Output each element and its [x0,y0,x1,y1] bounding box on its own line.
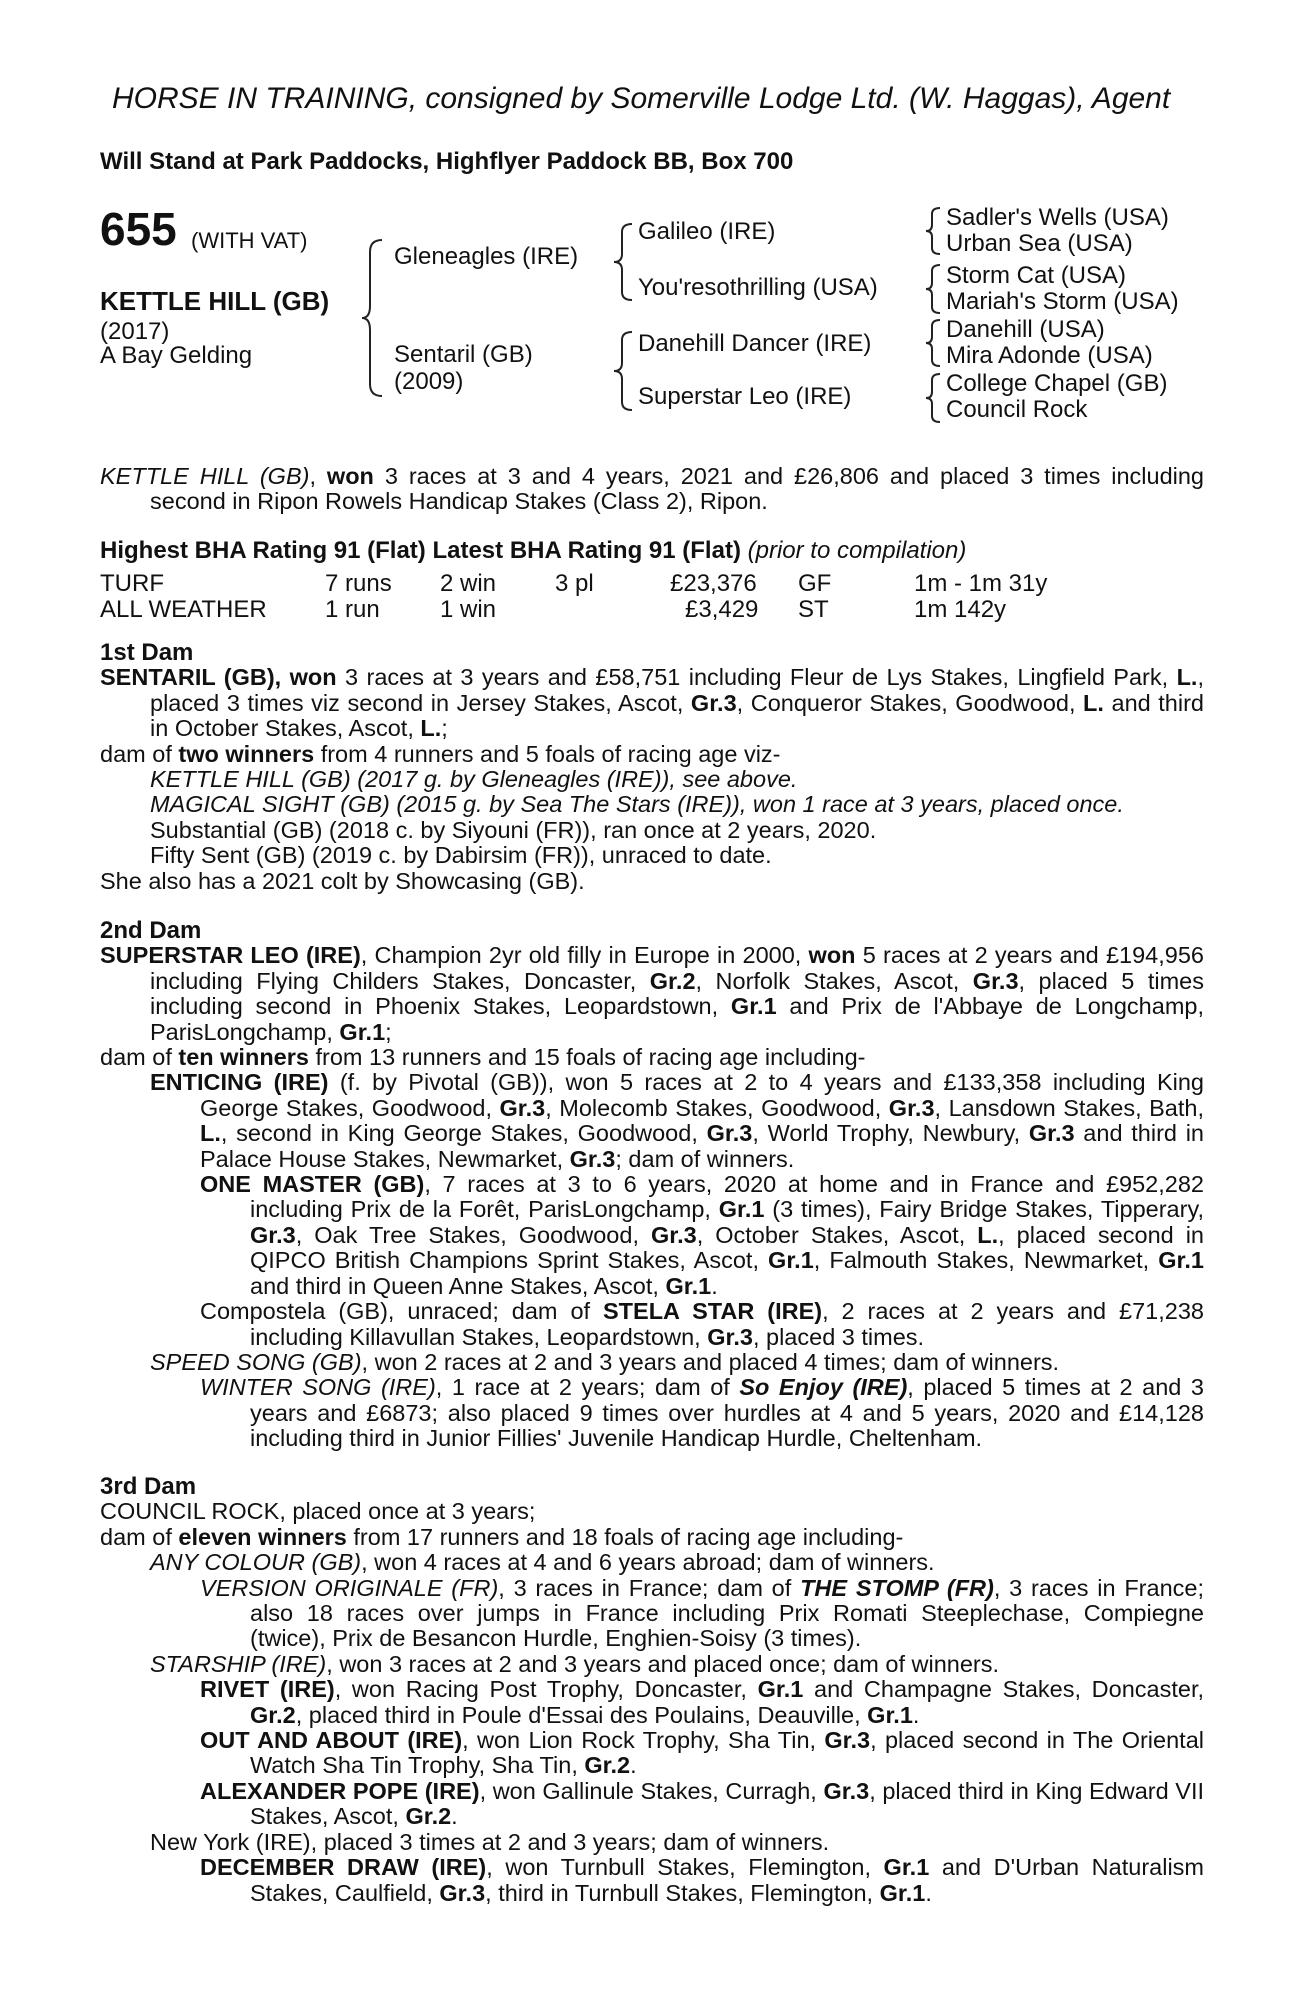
third-dam-record: COUNCIL ROCK, placed once at 3 years; [100,1498,536,1525]
second-dam-produce: dam of ten winners from 13 runners and 15 foals of racing age including- [100,1044,866,1071]
produce-new-york: New York (IRE), placed 3 times at 2 and 3 years; dam of winners. [150,1828,830,1855]
horse-year: (2017) [100,318,170,345]
second-dam-record: SUPERSTAR LEO (IRE), Champion 2yr old filly in Europe in 2000, won 5 races at 2 years and £194,956 including Flying Childers Stakes, Doncaster, Gr.2, Norfolk Stakes, Ascot, Gr.3, placed 5 times including second in Phoenix Stakes, Leopardstown, Gr.1 and Prix de l'Abbaye de Longchamp, ParisLongchamp, Gr.1; [100,942,1204,1045]
race-summary: KETTLE HILL (GB), won 3 races at 3 and 4 years, 2021 and £26,806 and placed 3 times including second in Ripon Rowels Handicap Stakes (Class 2), Ripon. [100,463,1205,515]
ratings-heading: Highest BHA Rating 91 (Flat) Latest BHA Rating 91 (Flat) (prior to compilation) [100,537,967,564]
third-dam-section [100,1474,1204,1906]
pedigree-dam: Sentaril (GB) [394,341,533,368]
second-dam-heading: 2nd Dam [100,917,202,944]
pedigree-bracket-gen3-2 [924,263,944,315]
pedigree-sire: Gleneagles (IRE) [394,243,579,270]
pedigree-sire-sire: Galileo (IRE) [638,218,776,245]
produce-one-master: ONE MASTER (GB), 7 races at 3 to 6 years, 2020 at home and in France and £952,282 including Prix de la Forêt, ParisLongchamp, Gr.1 (3 times), Fairy Bridge Stakes, Tipperary, Gr.3, Oak Tree Stakes, Goodwood, Gr.3, October Stakes, Ascot, L., placed second in QIPCO British Champions Sprint Stakes, Ascot, Gr.1, Falmouth Stakes, Newmarket, Gr.1 and third in Queen Anne Stakes, Ascot, Gr.1. [200,1171,1205,1299]
produce-winter-song: WINTER SONG (IRE), 1 race at 2 years; dam of So Enjoy (IRE), placed 5 times at 2 and 3 years and £6873; also placed 9 times over hurdles at 4 and 5 years, 2020 and £14,128 including third in Junior Fillies' Juvenile Handicap Hurdle, Cheltenham. [200,1374,1204,1452]
vat-note: (WITH VAT) [191,228,308,253]
produce-enticing: ENTICING (IRE) (f. by Pivotal (GB)), won 5 races at 2 to 4 years and £133,358 including King George Stakes, Goodwood, Gr.3, Molecomb Stakes, Goodwood, Gr.3, Lansdown Stakes, Bath, L., second in King George Stakes, Goodwood, Gr.3, World Trophy, Newbury, Gr.3 and third in Palace House Stakes, Newmarket, Gr.3; dam of winners. [150,1069,1204,1172]
foal-magical-sight: MAGICAL SIGHT (GB) (2015 g. by Sea The Stars (IRE)), won 1 race at 3 years, placed once. [150,791,1124,818]
pedigree-bracket-gen3-3 [924,318,944,368]
horse-description: A Bay Gelding [100,342,253,369]
consignor-title: HORSE IN TRAINING, consigned by Somerville Lodge Ltd. (W. Haggas), Agent [112,82,1171,115]
pedigree-gen4-6: Mira Adonde (USA) [946,342,1153,369]
foal-fifty-sent: Fifty Sent (GB) (2019 c. by Dabirsim (FR)), unraced to date. [150,842,772,869]
produce-rivet: RIVET (IRE), won Racing Post Trophy, Doncaster, Gr.1 and Champagne Stakes, Doncaster, Gr.2, placed third in Poule d'Essai des Poulains, Deauville, Gr.1. [200,1676,1205,1728]
first-dam-heading: 1st Dam [100,639,194,666]
produce-december-draw: DECEMBER DRAW (IRE), won Turnbull Stakes, Flemington, Gr.1 and D'Urban Naturalism Stakes, Caulfield, Gr.3, third in Turnbull Stakes, Flemington, Gr.1. [200,1854,1204,1906]
produce-out-and-about: OUT AND ABOUT (IRE), won Lion Rock Trophy, Sha Tin, Gr.3, placed second in The Oriental Watch Sha Tin Trophy, Sha Tin, Gr.2. [200,1727,1204,1779]
catalogue-page: HORSE IN TRAINING, consigned by Somerville Lodge Ltd. (W. Haggas), Agent Will Stand at Park Paddocks, Highflyer Paddock BB, Box 700 655 (WITH VAT) KETTLE HILL (GB) (2017) A Bay Gelding Gleneagles (IRE) Sentaril (GB) (2009) Galileo (IRE) You'resothrilling (USA) Danehill Dancer (IRE) Superstar Leo (IRE) Sadler's Wells (USA) Urban Sea (USA) Storm Cat (USA) Mariah's Storm (USA) Danehill (USA) Mira Adonde (USA) College Chapel (GB) Council Rock KETTLE HILL (GB), won 3 races at 3 and 4 years, 2021 and £26,806 and placed 3 times including second in Ripon Rowels Handicap Stakes (Class 2), Ripon. Highest BHA Rating 91 (Flat) Latest BHA Rating 91 (Flat) (prior to compilation) TURF 7 runs 2 win 3 pl £23,376 GF 1m - 1m 31y ALL WEATHER 1 run 1 win £3,429 ST 1m 142y 1st Dam SENTARIL (GB), won 3 races at 3 years and £58,751 including Fleur de Lys Stakes, Lingfield Park, L., placed 3 times viz second in Jersey Stakes, Ascot, Gr.3, Conqueror Stakes, Goodwood, L. and third in October Stakes, Ascot, L.; dam of two winners from 4 runners and 5 foals of racing age viz- KETTLE HILL (GB) (2017 g. by Gleneagles (IRE)), see above. MAGICAL SIGHT (GB) (2015 g. by Sea The Stars (IRE)), won 1 race at 3 years, placed once. Substantial (GB) (2018 c. by Siyouni (FR)), ran once at 2 years, 2020. Fifty Sent (GB) (2019 c. by Dabirsim (FR)), unraced to date. She also has a 2021 colt by Showcasing (GB). 2nd Dam SUPERSTAR LEO (IRE), Champion 2yr old filly in Europe in 2000, won 5 races at 2 years and £194,956 including Flying Childers Stakes, Doncaster, Gr.2, Norfolk Stakes, Ascot, Gr.3, placed 5 times including second in Phoenix Stakes, Leopardstown, Gr.1 and Prix de l'Abbaye de Longchamp, ParisLongchamp, Gr.1; dam of ten winners from 13 runners and 15 foals of racing age including- ENTICING (IRE) (f. by Pivotal (GB)), won 5 races at 2 to 4 years and £133,358 including King George Stakes, Goodwood, Gr.3, Molecomb Stakes, Goodwood, Gr.3, Lansdown Stakes, Bath, L., second in King George Stakes, Goodwood, Gr.3, World Trophy, Newbury, Gr.3 and third in Palace House Stakes, Newmarket, Gr.3; dam of winners. ONE MASTER (GB), 7 races at 3 to 6 years, 2020 at home and in France and £952,282 including Prix de la Forêt, ParisLongchamp, Gr.1 (3 times), Fairy Bridge Stakes, Tipperary, Gr.3, Oak Tree Stakes, Goodwood, Gr.3, October Stakes, Ascot, L., placed second in QIPCO British Champions Sprint Stakes, Ascot, Gr.1, Falmouth Stakes, Newmarket, Gr.1 and third in Queen Anne Stakes, Ascot, Gr.1. Compostela (GB), unraced; dam of STELA STAR (IRE), 2 races at 2 years and £71,238 including Killavullan Stakes, Leopardstown, Gr.3, placed 3 times. SPEED SONG (GB), won 2 races at 2 and 3 years and placed 4 times; dam of winners. WINTER SONG (IRE), 1 race at 2 years; dam of So Enjoy (IRE), placed 5 times at 2 and 3 years and £6873; also placed 9 times over hurdles at 4 and 5 years, 2020 and £14,128 including third in Junior Fillies' Juvenile Handicap Hurdle, Cheltenham. 3rd Dam COUNCIL ROCK, placed once at 3 years; dam of eleven winners from 17 runners and 18 foals of racing age including- ANY COLOUR (GB), won 4 races at 4 and 6 years abroad; dam of winners. VERSION ORIGINALE (FR), 3 races in France; dam of THE STOMP (FR), 3 races in France; also 18 races over jumps in France including Prix Romati Steeplechase, Compiegne (twice), Prix de Besancon Hurdle, Enghien-Soisy (3 times). STARSHIP (IRE), won 3 races at 2 and 3 years and placed once; dam of winners. RIVET (IRE), won Racing Post Trophy, Doncaster, Gr.1 and Champagne Stakes, Doncaster, Gr.2, placed third in Poule d'Essai des Poulains, Deauville, Gr.1. OUT AND ABOUT (IRE), won Lion Rock Trophy, Sha Tin, Gr.3, placed second in The Oriental Watch Sha Tin Trophy, Sha Tin, Gr.2. ALEXANDER POPE (IRE), won Gallinule Stakes, Curragh, Gr.3, placed third in King Edward VII Stakes, Ascot, Gr.2. New York (IRE), placed 3 times at 2 and 3 years; dam of winners. DECEMBER DRAW (IRE), won Turnbull Stakes, Flemington, Gr.1 and D'Urban Naturalism Stakes, Caulfield, Gr.3, third in Turnbull Stakes, Flemington, Gr.1. [100,82,1205,1906]
first-dam-record: SENTARIL (GB), won 3 races at 3 years and £58,751 including Fleur de Lys Stakes, Lingfield Park, L., placed 3 times viz second in Jersey Stakes, Ascot, Gr.3, Conqueror Stakes, Goodwood, L. and third in October Stakes, Ascot, L.; [100,664,1204,742]
pedigree-bracket-gen3-4 [924,372,944,424]
pedigree-gen4-2: Urban Sea (USA) [946,230,1133,257]
produce-any-colour: ANY COLOUR (GB), won 4 races at 4 and 6 years abroad; dam of winners. [150,1549,935,1576]
produce-version-originale: VERSION ORIGINALE (FR), 3 races in France; dam of THE STOMP (FR), 3 races in France; also 18 races over jumps in France including Prix Romati Steeplechase, Compiegne (twice), Prix de Besancon Hurdle, Enghien-Soisy (3 times). [200,1574,1204,1652]
stand-location: Will Stand at Park Paddocks, Highflyer Paddock BB, Box 700 [100,148,794,175]
third-dam-produce: dam of eleven winners from 17 runners and 18 foals of racing age including- [100,1523,904,1550]
first-dam-produce: dam of two winners from 4 runners and 5 foals of racing age viz- [100,740,781,767]
second-dam-section [100,918,1204,1452]
produce-alexander-pope: ALEXANDER POPE (IRE), won Gallinule Stakes, Curragh, Gr.3, placed third in King Edward VII Stakes, Ascot, Gr.2. [200,1777,1205,1830]
produce-speed-song: SPEED SONG (GB), won 2 races at 2 and 3 years and placed 4 times; dam of winners. [150,1348,1060,1375]
first-dam-section [100,640,1204,894]
pedigree-bracket-gen3-1 [924,206,944,256]
produce-compostela: Compostela (GB), unraced; dam of STELA STAR (IRE), 2 races at 2 years and £71,238 including Killavullan Stakes, Leopardstown, Gr.3, placed 3 times. [200,1298,1204,1350]
lot-number: 655 [100,203,177,255]
pedigree-dam-year: (2009) [394,368,464,395]
pedigree-gen4-3: Storm Cat (USA) [946,262,1127,289]
horse-name: KETTLE HILL (GB) [100,286,330,316]
pedigree-gen4-4: Mariah's Storm (USA) [946,288,1179,315]
foal-kettle-hill: KETTLE HILL (GB) (2017 g. by Gleneagles (IRE)), see above. [150,766,798,793]
summary-horse: KETTLE HILL (GB) [100,463,310,489]
foal-2021-colt: She also has a 2021 colt by Showcasing (GB). [100,867,585,894]
foal-substantial: Substantial (GB) (2018 c. by Siyouni (FR)), ran once at 2 years, 2020. [150,816,877,843]
pedigree-bracket-dam [612,330,636,412]
pedigree-bracket-sire [612,222,636,302]
pedigree-dam-dam: Superstar Leo (IRE) [638,383,852,410]
pedigree-bracket-main [360,238,390,398]
third-dam-heading: 3rd Dam [100,1473,197,1500]
pedigree-gen4-7: College Chapel (GB) [946,370,1168,397]
produce-starship: STARSHIP (IRE), won 3 races at 2 and 3 years and placed once; dam of winners. [150,1650,1000,1677]
pedigree-gen4-8: Council Rock [946,396,1088,423]
pedigree-sire-dam: You'resothrilling (USA) [638,274,878,301]
pedigree-gen4-1: Sadler's Wells (USA) [946,204,1169,231]
pedigree-dam-sire: Danehill Dancer (IRE) [638,330,872,357]
pedigree-gen4-5: Danehill (USA) [946,316,1105,343]
